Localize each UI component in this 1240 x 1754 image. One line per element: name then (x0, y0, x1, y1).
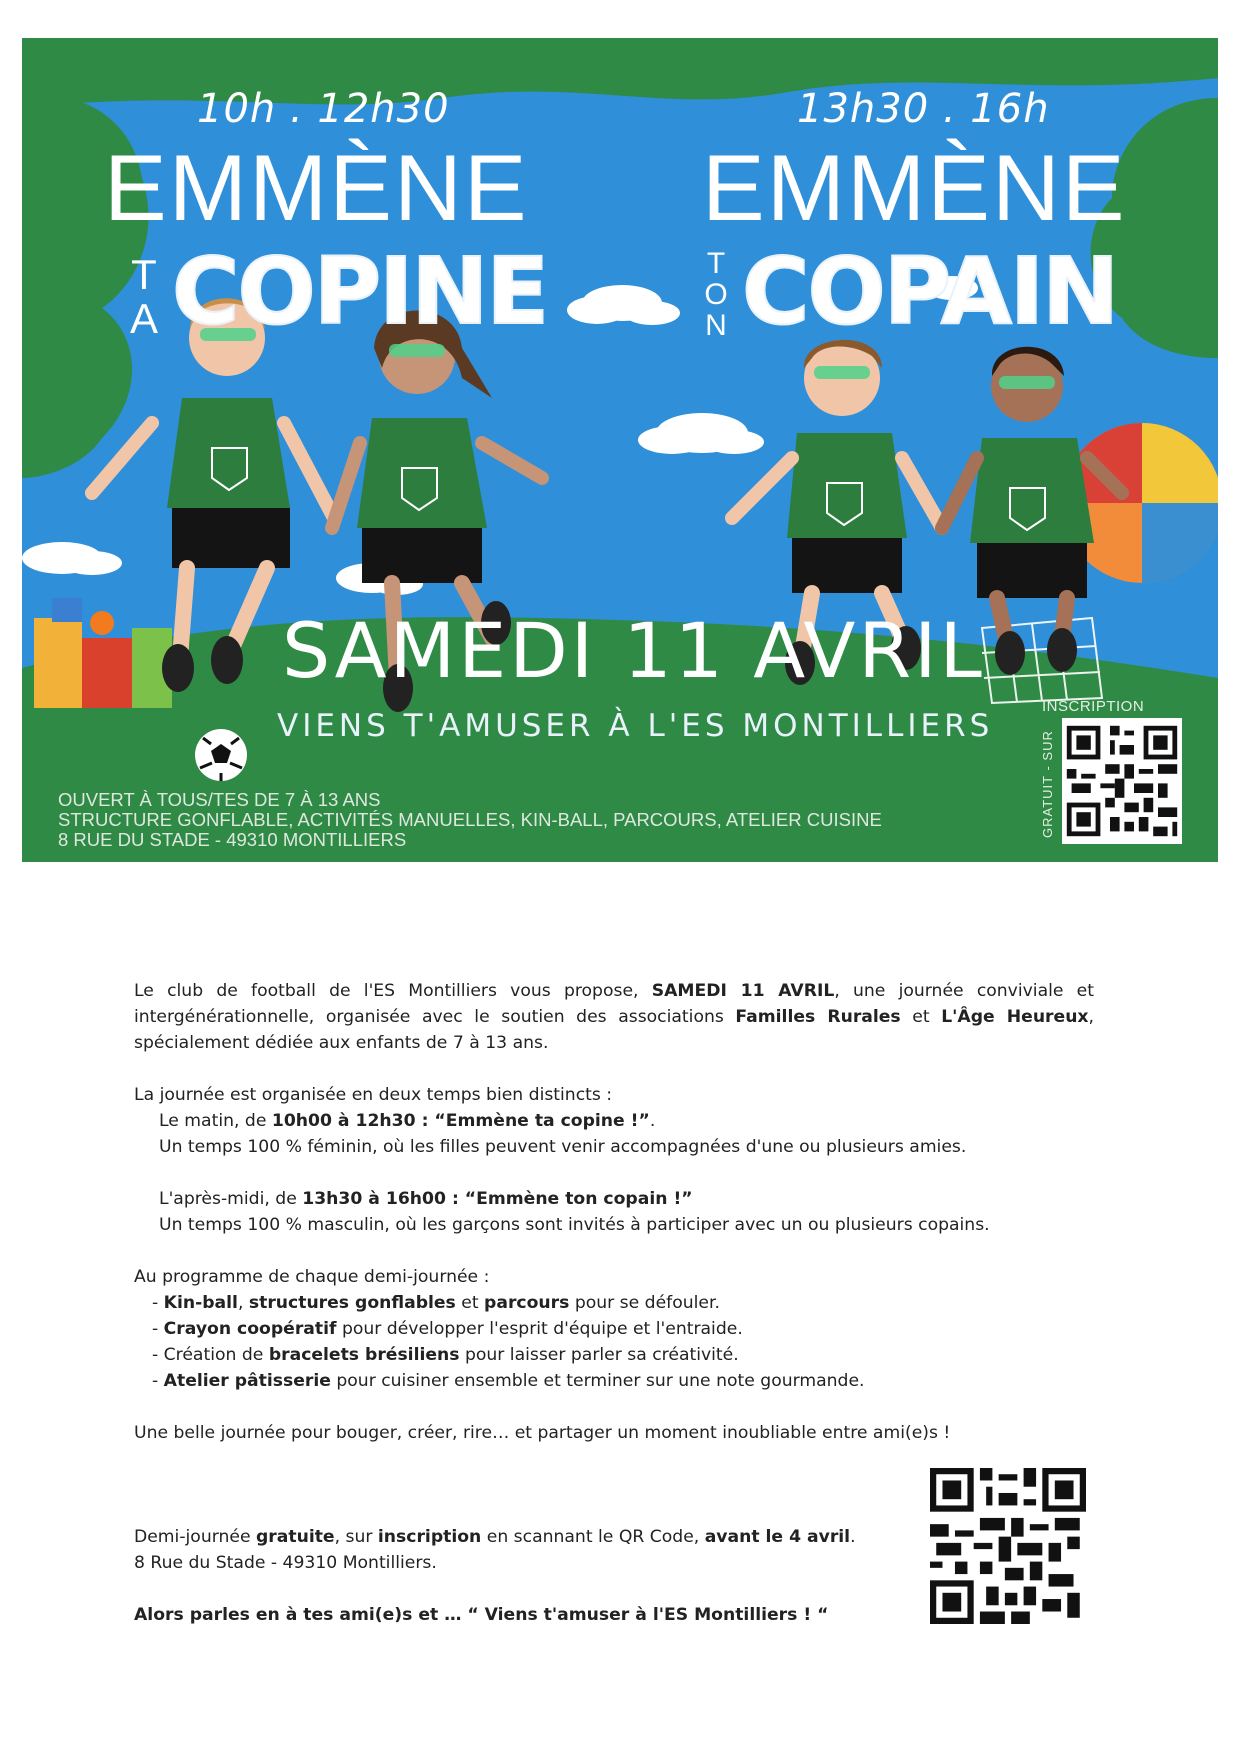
program-item: - Crayon coopératif pour développer l'esprit d'équipe et l'entraide. (152, 1319, 743, 1339)
vertical-letter: T (131, 251, 157, 298)
morning-time: 10h . 12h30 (197, 86, 450, 132)
title-copine: COPINE (172, 238, 548, 345)
program-bold: parcours (484, 1293, 570, 1313)
info-activities: STRUCTURE GONFLABLE, ACTIVITÉS MANUELLES, KIN-BALL, PARCOURS, ATELIER CUISINE (58, 809, 882, 830)
program-bold: Crayon coopératif (163, 1319, 337, 1339)
signup-text: , sur (334, 1527, 378, 1547)
final-call-text: Alors parles en à tes ami(e)s et … “ Viens t'amuser à l'ES Montilliers ! “ (134, 1605, 829, 1625)
signup-text: en scannant le QR Code, (481, 1527, 705, 1547)
event-poster (22, 38, 1218, 862)
title-emmene-left: EMMÈNE (104, 135, 529, 240)
qr-code-icon[interactable] (930, 1468, 1086, 1624)
program-bold: Atelier pâtisserie (163, 1371, 331, 1391)
afternoon-label: L'après-midi, de (159, 1189, 303, 1209)
signup-deadline: avant le 4 avril (704, 1527, 851, 1547)
intro-paragraph (134, 978, 1094, 1056)
qr-caption-gratuit: GRATUIT - SUR (1040, 730, 1055, 838)
intro-text: , une journée conviviale et intergénérationnelle, organisée avec le soutien des associations (134, 981, 1094, 1027)
event-date: SAMEDI 11 AVRIL (282, 606, 985, 695)
morning-label: . (649, 1111, 656, 1131)
signup-registration: inscription (377, 1527, 482, 1547)
afternoon-session (134, 1186, 1094, 1212)
program-text: pour développer l'esprit d'équipe et l'entraide. (336, 1319, 743, 1339)
program-bold: bracelets brésiliens (268, 1345, 460, 1365)
program-bold: Kin-ball (163, 1293, 238, 1313)
vertical-word-ton (694, 248, 738, 341)
vertical-word-ta (122, 253, 166, 341)
afternoon-schedule: 13h30 à 16h00 : “Emmène ton copain !” (302, 1189, 693, 1209)
venue-address: 8 Rue du Stade - 49310 Montilliers. (134, 1553, 437, 1573)
morning-session (134, 1108, 1094, 1134)
program-text: et (455, 1293, 485, 1313)
program-item: - Création de bracelets brésiliens pour laisser parler sa créativité. (152, 1345, 739, 1365)
vertical-letter: N (705, 309, 727, 342)
program-heading: Au programme de chaque demi-journée : (134, 1267, 490, 1287)
title-copain: COPAIN (742, 238, 1118, 345)
program-text: pour cuisiner ensemble et terminer sur une note gourmande. (330, 1371, 865, 1391)
info-age: OUVERT À TOUS/TES DE 7 À 13 ANS (58, 789, 381, 810)
vertical-letter: A (129, 295, 158, 342)
program-text: pour laisser parler sa créativité. (459, 1345, 739, 1365)
qr-caption-inscription: INSCRIPTION (1042, 698, 1145, 715)
tagline: VIENS T'AMUSER À L'ES MONTILLIERS (277, 708, 994, 744)
program-text: Création de (163, 1345, 269, 1365)
program-text: pour se défouler. (569, 1293, 720, 1313)
afternoon-time: 13h30 . 16h (797, 86, 1050, 132)
intro-text: et (900, 1007, 942, 1027)
title-emmene-right: EMMÈNE (702, 135, 1127, 240)
morning-schedule: 10h00 à 12h30 : “Emmène ta copine !” (271, 1111, 650, 1131)
program-text: , (237, 1293, 249, 1313)
program-item: - Atelier pâtisserie pour cuisiner ensemble et terminer sur une note gourmande. (152, 1371, 865, 1391)
info-address: 8 RUE DU STADE - 49310 MONTILLIERS (58, 829, 407, 850)
signup-text: . (850, 1527, 856, 1547)
morning-label: Le matin, de (159, 1111, 272, 1131)
morning-description: Un temps 100 % féminin, où les filles peuvent venir accompagnées d'une ou plusieurs amies. (159, 1137, 967, 1157)
signup-text: Demi-journée (134, 1527, 256, 1547)
poster-info (58, 790, 882, 850)
partner-age-heureux: L'Âge Heureux (941, 1007, 1089, 1027)
intro-date: SAMEDI 11 AVRIL (651, 981, 835, 1001)
vertical-letter: T (706, 247, 726, 280)
closing-line: Une belle journée pour bouger, créer, rire… et partager un moment inoubliable entre ami(e)s ! (134, 1423, 951, 1443)
intro-text: Le club de football de l'ES Montilliers vous propose, (134, 981, 652, 1001)
program-item: - Kin-ball, structures gonflables et parcours pour se défouler. (152, 1293, 720, 1313)
signup-free: gratuite (255, 1527, 335, 1547)
program-bold: structures gonflables (248, 1293, 456, 1313)
vertical-letter: O (704, 278, 728, 311)
afternoon-description: Un temps 100 % masculin, où les garçons sont invités à participer avec un ou plusieurs copains. (159, 1215, 990, 1235)
intro-text: , spécialement dédiée aux enfants de 7 à 13 ans. (134, 1007, 1094, 1053)
partner-familles-rurales: Familles Rurales (735, 1007, 901, 1027)
two-parts-heading: La journée est organisée en deux temps bien distincts : (134, 1085, 613, 1105)
qr-code-icon[interactable] (1062, 718, 1182, 844)
